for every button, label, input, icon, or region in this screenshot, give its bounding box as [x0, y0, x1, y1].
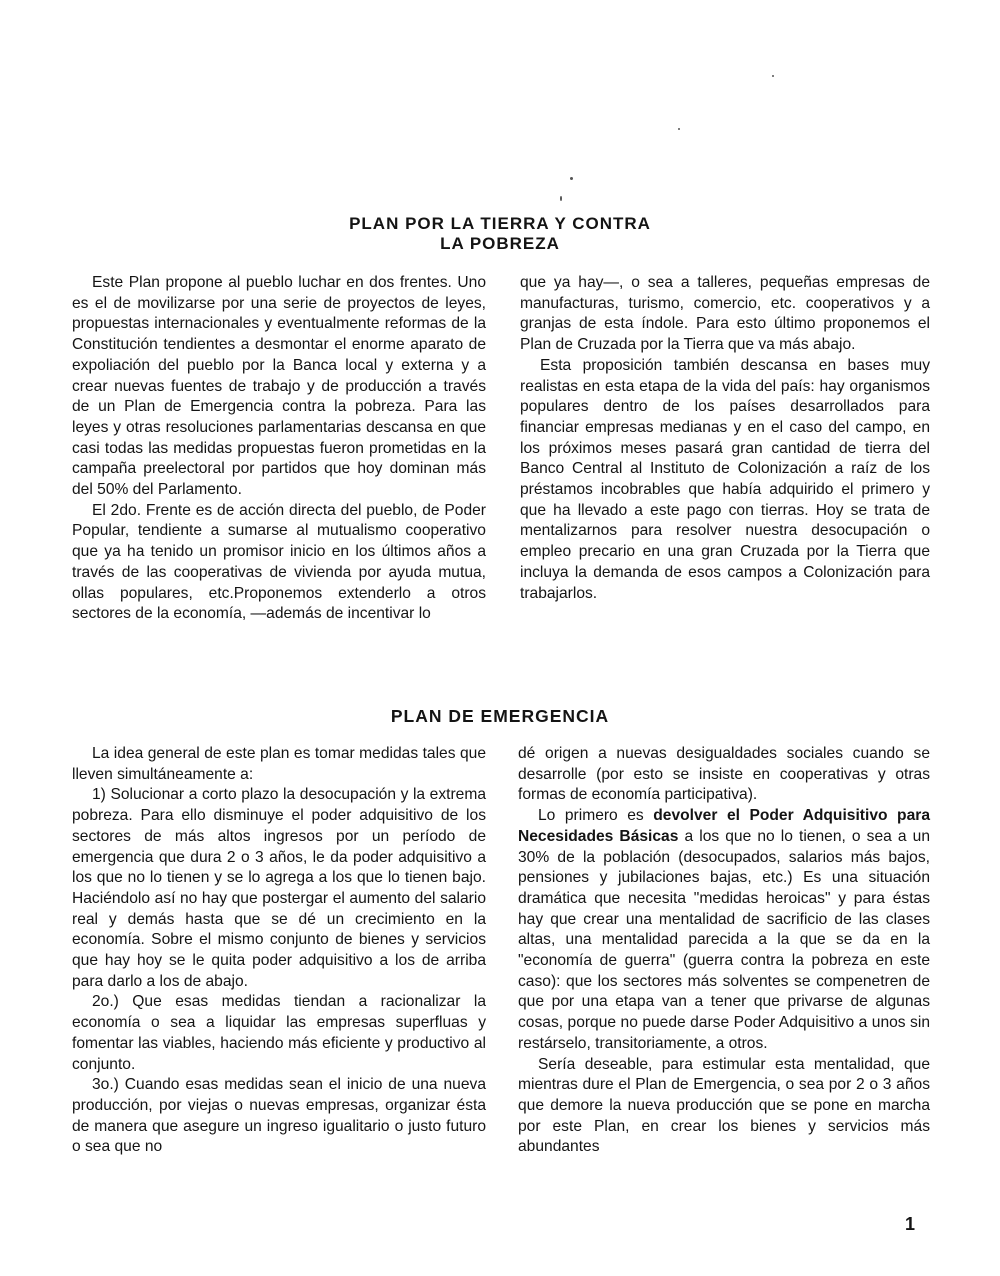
paragraph-text: Lo primero es — [538, 807, 654, 825]
paragraph: 3o.) Cuando esas medidas sean el inicio de una nueva producción, por viejas o nuevas empresas, organizar ésta de manera que asegure un ingreso igualitario o justo futuro o sea que no — [72, 1076, 486, 1156]
scan-speck — [678, 128, 680, 130]
section-heading: PLAN DE EMERGENCIA — [390, 706, 610, 726]
section2-column-right — [518, 744, 930, 1158]
paragraph: Este Plan propone al pueblo luchar en dos frentes. Uno es el de movilizarse por una serie de proyectos de leyes, propuestas internacionales y eventualmente reformas de la Constitución tendientes a desmontar el enorme aparato de expoliación del pueblo por la Banca local y externa y a crear nuevas fuentes de trabajo y de producción a través de un Plan de Emergencia contra la pobreza. Para las leyes y otras resoluciones parlamentarias descansa en que casi todas las medidas propuestas fueron prometidas en la campaña preelectoral por partidos que hoy dominan más del 50% del Parlamento. — [72, 274, 486, 499]
section1-column-left — [72, 273, 486, 625]
paragraph: El 2do. Frente es de acción directa del pueblo, de Poder Popular, tendiente a sumarse al mutualismo cooperativo que ya ha tenido un promisor inicio en los últimos años a través de las cooperativas de vivienda por ayuda mutua, ollas populares, etc.Proponemos extenderlo a otros sectores de la economía, —además de incentivar lo — [72, 501, 486, 623]
paragraph: La idea general de este plan es tomar medidas tales que lleven simultáneamente a: — [72, 745, 486, 783]
main-title-line2: LA POBREZA — [440, 234, 560, 253]
section1-column-right — [520, 273, 930, 604]
main-title-line1: PLAN POR LA TIERRA Y CONTRA — [349, 214, 651, 233]
paragraph-text: a los que no lo tienen, o sea a un 30% de la población (desocupados, salarios más bajos, pensiones y jubilaciones bajas, etc.) Es una situación dramática que necesita "medidas heroicas" y para éstas hay que crear una mentalidad de sacrificio de las clases altas, una mentalidad parecida a la que se da en la "economía de guerra" (guerra contra la pobreza en este caso): que los sectores más solventes se compenetren de que por una etapa van a tener que privarse de algunas cosas, porque no puede darse Poder Adquisitivo a unos sin restárselo, transitoriamente, a otros. — [518, 827, 931, 1052]
paragraph: que ya hay—, o sea a talleres, pequeñas empresas de manufacturas, turismo, comercio, etc. cooperativos y a granjas de esta índole. Para esto último proponemos el Plan de Cruzada por la Tierra que va más abajo. — [520, 274, 930, 354]
page-number: 1 — [905, 1214, 916, 1234]
paragraph — [518, 806, 930, 1054]
main-title — [0, 214, 1000, 254]
paragraph: Esta proposición también descansa en bases muy realistas en esta etapa de la vida del país: hay organismos populares dentro de los países desarrollados para financiar empresas medianas y en el caso del campo, en los próximos meses pasará gran cantidad de tierra del Banco Central al Instituto de Colonización a raíz de los préstamos incobrables que había adquirido el primero y que ha llevado a este pago con tierras. Hoy se trata de mentalizarnos para resolver nuestra desocupación o empleo precario en una gran Cruzada por la Tierra que incluya la demanda de esos campos a Colonización para trabajarlos. — [520, 356, 930, 602]
paragraph: Sería deseable, para estimular esta mentalidad, que mientras dure el Plan de Emergencia, o sea por 2 o 3 años que demore la nueva producción que se pone en marcha por este Plan, en crear los bienes y servicios más abundantes — [518, 1055, 930, 1156]
scan-speck — [570, 177, 573, 180]
emphasis-text: devolver el Poder Adquisitivo para Necesidades Básicas — [518, 807, 930, 845]
paragraph: dé origen a nuevas desigualdades sociales cuando se desarrolle (por esto se insiste en cooperativas y otras formas de economía participativa). — [518, 745, 930, 804]
paragraph: 1) Solucionar a corto plazo la desocupación y la extrema pobreza. Para ello disminuye el poder adquisitivo de los sectores de más altos ingresos por un período de emergencia que dura 2 o 3 años, le da poder adquisitivo a los que no lo tienen y se lo agrega a los que lo tienen bajo. Haciéndolo así no hay que postergar el aumento del salario real y demás hasta que se dé un crecimiento en la economía. Sobre el mismo conjunto de bienes y servicios que hay hoy se le quita poder adquisitivo a los de arriba para darlo a los de abajo. — [72, 786, 486, 990]
scan-speck — [772, 75, 774, 77]
scan-speck — [560, 196, 562, 201]
paragraph: 2o.) Que esas medidas tiendan a racionalizar la economía o sea a liquidar las empresas superfluas y fomentar las viables, haciendo más eficiente y productivo al conjunto. — [72, 993, 486, 1073]
section2-column-left — [72, 744, 486, 1158]
